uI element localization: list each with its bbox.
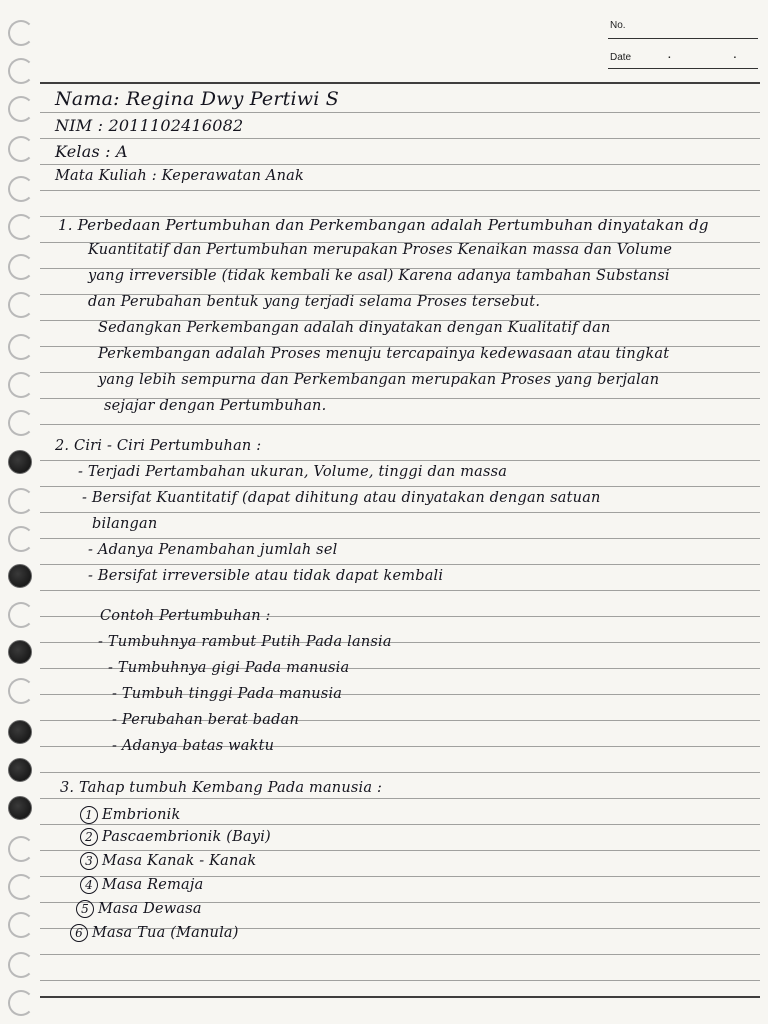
binder-hole — [8, 450, 32, 474]
q1-line: dan Perubahan bentuk yang terjadi selama Proses tersebut. — [88, 294, 541, 310]
stage-item — [76, 900, 202, 918]
contoh-item: - Tumbuh tinggi Pada manusia — [112, 686, 343, 702]
binder-hole — [8, 58, 34, 84]
contoh-title: Contoh Pertumbuhan : — [100, 608, 271, 624]
binder-hole — [8, 214, 34, 240]
binder-hole — [8, 372, 34, 398]
q2-item: - Bersifat Kuantitatif (dapat dihitung atau dinyatakan dengan satuan — [82, 490, 601, 506]
ruled-line — [40, 980, 760, 981]
q1-line: 1. Perbedaan Pertumbuhan dan Perkembangan adalah Pertumbuhan dinyatakan dg — [58, 216, 709, 234]
stage-label: Embrionik — [102, 807, 181, 823]
stage-label: Masa Kanak - Kanak — [102, 853, 257, 869]
contoh-item: - Tumbuhnya rambut Putih Pada lansia — [98, 634, 392, 650]
binder-hole — [8, 640, 32, 664]
stage-number: 1 — [80, 806, 98, 824]
ruled-line — [40, 424, 760, 425]
ruled-line — [40, 538, 760, 539]
stage-item — [80, 876, 203, 894]
binder-hole — [8, 990, 34, 1016]
binder-hole — [8, 136, 34, 162]
no-label: No. — [610, 20, 626, 31]
binder-hole — [8, 254, 34, 280]
binder-hole — [8, 796, 32, 820]
q2-item: - Terjadi Pertambahan ukuran, Volume, tinggi dan massa — [78, 464, 508, 480]
ruled-line — [40, 460, 760, 461]
stage-number: 5 — [76, 900, 94, 918]
ruled-line — [40, 138, 760, 139]
stage-item — [80, 828, 271, 846]
stage-item — [80, 806, 180, 824]
ruled-line — [40, 954, 760, 955]
binder-hole — [8, 874, 34, 900]
q1-line: Perkembangan adalah Proses menuju tercapainya kedewasaan atau tingkat — [98, 346, 670, 362]
ruled-line — [40, 772, 760, 773]
stage-item — [70, 924, 239, 942]
binder-hole — [8, 912, 34, 938]
ruled-line — [40, 164, 760, 165]
ruled-line — [40, 112, 760, 113]
q1-line: Sedangkan Perkembangan adalah dinyatakan dengan Kualitatif dan — [98, 320, 611, 336]
binder-hole — [8, 720, 32, 744]
binder-hole — [8, 96, 34, 122]
q1-line: Kuantitatif dan Pertumbuhan merupakan Proses Kenaikan massa dan Volume — [88, 242, 673, 258]
q1-line: yang irreversible (tidak kembali ke asal) Karena adanya tambahan Substansi — [88, 268, 670, 284]
date-line — [608, 68, 758, 69]
binder-hole — [8, 334, 34, 360]
binder-hole — [8, 836, 34, 862]
stage-label: Masa Remaja — [102, 877, 204, 893]
date-dots: . . — [668, 50, 767, 61]
ruled-line — [40, 798, 760, 799]
q1-line: yang lebih sempurna dan Perkembangan merupakan Proses yang berjalan — [98, 372, 660, 388]
binder-hole — [8, 602, 34, 628]
ruled-line — [40, 850, 760, 851]
binder-hole — [8, 20, 34, 46]
ruled-line — [40, 996, 760, 998]
q3-title: 3. Tahap tumbuh Kembang Pada manusia : — [60, 780, 383, 796]
q2-title: 2. Ciri - Ciri Pertumbuhan : — [55, 438, 262, 454]
ruled-line — [40, 564, 760, 565]
ruled-line — [40, 512, 760, 513]
binder-hole — [8, 176, 34, 202]
date-label: Date — [610, 52, 632, 63]
binder-hole — [8, 410, 34, 436]
stage-number: 3 — [80, 852, 98, 870]
binder-hole — [8, 292, 34, 318]
stage-label: Masa Tua (Manula) — [92, 925, 239, 941]
binder-hole — [8, 526, 34, 552]
student-name: Nama: Regina Dwy Pertiwi S — [55, 88, 339, 110]
contoh-item: - Tumbuhnya gigi Pada manusia — [108, 660, 350, 676]
binder-hole — [8, 678, 34, 704]
stage-label: Masa Dewasa — [98, 901, 202, 917]
contoh-item: - Adanya batas waktu — [112, 738, 275, 754]
binder-hole — [8, 564, 32, 588]
ruled-line — [40, 82, 760, 84]
q2-item: bilangan — [92, 516, 158, 532]
q2-item: - Adanya Penambahan jumlah sel — [88, 542, 338, 558]
ruled-line — [40, 486, 760, 487]
stage-number: 2 — [80, 828, 98, 846]
binder-hole — [8, 952, 34, 978]
q2-item: - Bersifat irreversible atau tidak dapat kembali — [88, 568, 444, 584]
contoh-item: - Perubahan berat badan — [112, 712, 299, 728]
stage-number: 6 — [70, 924, 88, 942]
stage-number: 4 — [80, 876, 98, 894]
student-nim: NIM : 2011102416082 — [55, 116, 244, 135]
stage-item — [80, 852, 256, 870]
q1-line: sejajar dengan Pertumbuhan. — [104, 398, 327, 414]
binder-hole — [8, 488, 34, 514]
ruled-line — [40, 590, 760, 591]
ruled-line — [40, 190, 760, 191]
binder-hole — [8, 758, 32, 782]
student-class: Kelas : A — [55, 142, 128, 161]
course-name: Mata Kuliah : Keperawatan Anak — [55, 168, 304, 184]
ruled-line — [40, 824, 760, 825]
no-line — [608, 38, 758, 39]
stage-label: Pascaembrionik (Bayi) — [102, 829, 271, 845]
